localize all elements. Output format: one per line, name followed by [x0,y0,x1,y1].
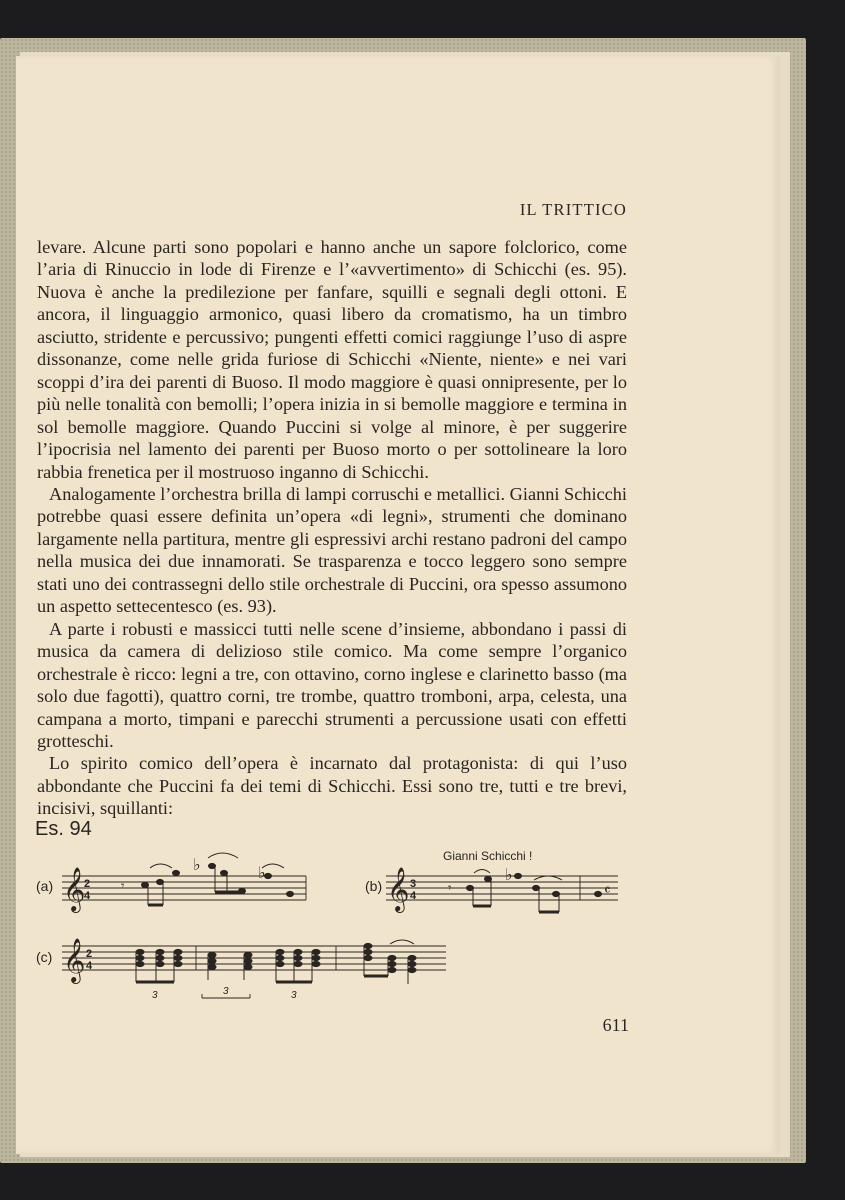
chord [276,949,284,966]
part-b-label: (b) [365,878,383,894]
chord [388,955,396,972]
time-signature: 4 [410,890,417,902]
chord [156,949,164,966]
page-number: 611 [602,1015,629,1035]
chord [408,955,416,972]
paragraph-1: levare. Alcune parti sono popolari e hanno anche un sapore folclorico, come l’aria di Rinuccio in lode di Firenze e l’«avvertimento» di Schicchi (es. 95). Nuova è anche la predilezione per fanfare, squilli e segnali degli ottoni. E ancora, il linguaggio armonico, quasi libero da cromatismo, ha un timbro asciutto, stridente e percussivo; pungenti effetti comici raggiunge l’uso di aspre dissonanze, come nelle grida furiose di Schicchi «Niente, niente» e nei vari scoppi d’ira dei parenti di Buoso. Il modo maggiore è quasi onnipresente, per lo più nelle tonalità con bemolli; l’opera inizia in si bemolle maggiore e termina in sol bemolle maggiore. Quando Puccini si volge al minore, è per suggerire l’ipocrisia nel lamento dei parenti per Buoso morto o per sottolineare la loro rabbia frenetica per il mostruoso inganno di Schicchi. [37,237,627,482]
staff-a [62,876,306,900]
time-signature: 4 [86,960,93,972]
treble-clef-icon: 𝄞 [387,869,410,911]
paragraph-2: Analogamente l’orchestra brilla di lampi corruschi e metallici. Gianni Schicchi potrebbe quasi essere definita un’opera «di legni», strumenti che dominano largamente nella partitura, mentre gli espressivi archi restano padroni del campo nella musica dei due innamorati. Se trasparenza e tocco leggero sono sempre stati uno dei contrassegni dello stile orchestrale di Puccini, ora spesso assumono un aspetto settecentesco (es. 93). [37,483,627,617]
treble-clef-icon: 𝄞 [63,940,86,982]
part-c-label: (c) [36,949,53,965]
paragraph-3: A parte i robusti e massicci tutti nelle scene d’insieme, abbondano i passi di musica da camera di delizioso stile comico. Ma come sempre l’organico orchestrale è ricco: legni a tre, con ottavino, corno inglese e clarinetto basso (ma solo due fagotti), quattro corni, tre trombe, quattro tromboni, arpa, celesta, una campana a morto, timpani e parecchi strumenti a percussione usati con effetti grotteschi. [37,618,627,751]
staff-b [386,876,618,900]
time-signature: 3 [410,878,417,890]
flat-icon: ♭ [193,857,201,874]
chord [294,949,302,966]
common-time-icon: 𝄴 [604,882,611,899]
time-signature: 4 [84,890,91,902]
triplet-mark: 3 [223,986,229,997]
time-signature: 2 [84,878,91,890]
treble-clef-icon: 𝄞 [63,869,86,911]
eighth-rest-icon: 𝄾 [121,878,125,893]
chord [208,952,216,969]
chord [244,952,252,969]
lyric-text: Gianni Schicchi ! [443,849,533,863]
example-label: Es. 94 [35,818,92,840]
triplet-mark: 3 [152,990,158,1001]
time-signature: 2 [86,948,93,960]
part-a-label: (a) [36,878,54,894]
flat-icon: ♭ [505,867,513,884]
chord [136,949,144,966]
chord [364,943,372,960]
chord [174,949,182,966]
notes-a [142,853,294,905]
running-head: IL TRITTICO [519,200,627,219]
triplet-mark: 3 [291,990,297,1001]
flat-icon: ♭ [258,865,266,882]
paragraph-4: Lo spirito comico dell’opera è incarnato dal protagonista: di qui l’uso abbondante che Puccini fa dei temi di Schicchi. Essi sono tre, tutti e tre brevi, incisivi, squillanti: [37,753,627,819]
eighth-rest-icon: 𝄾 [448,880,452,895]
chord [312,949,320,966]
chords-c [136,940,416,998]
